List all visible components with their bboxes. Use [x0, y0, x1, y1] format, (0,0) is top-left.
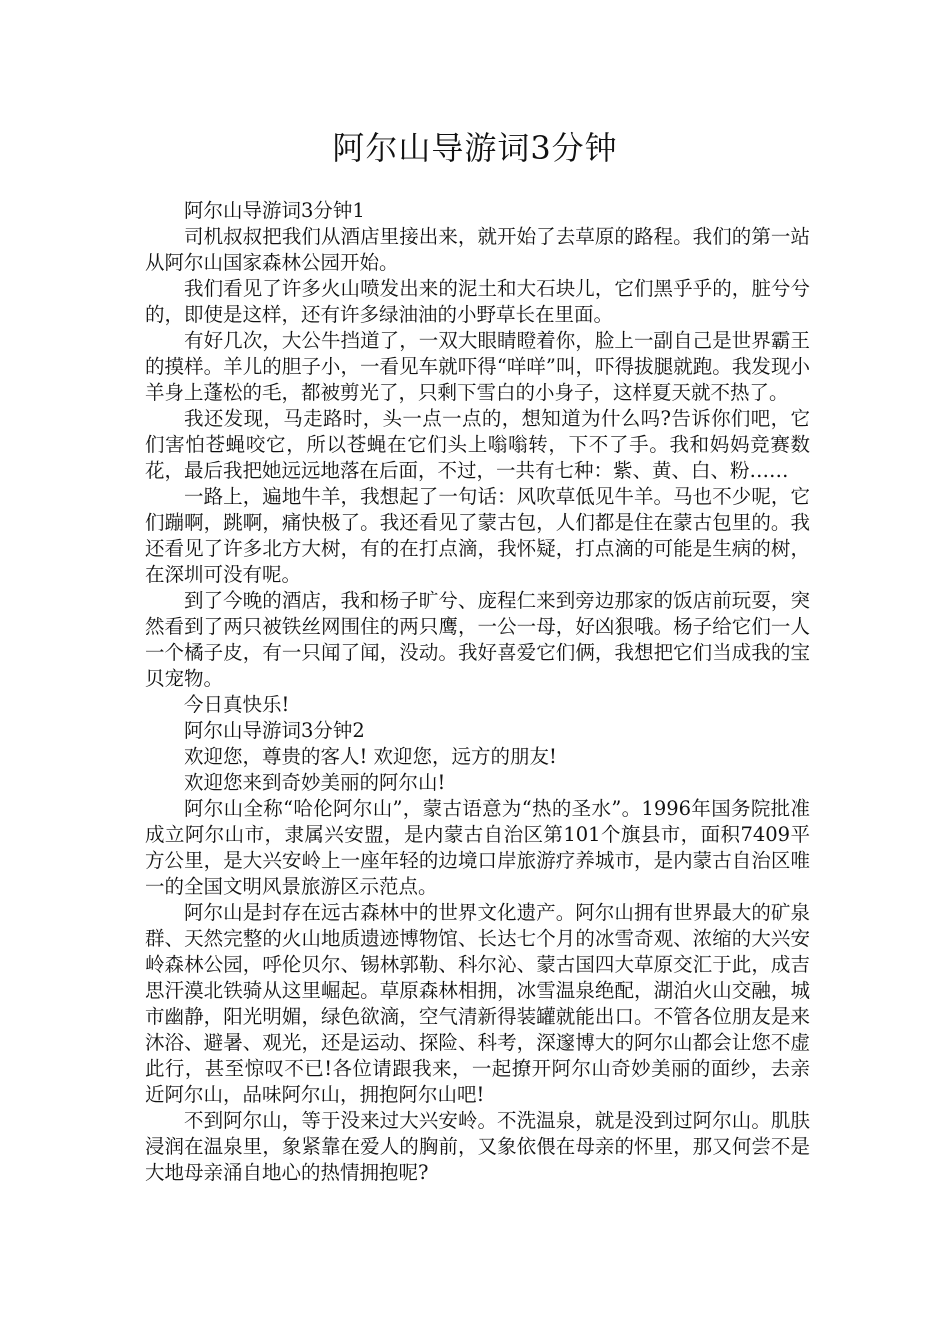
- document-title: 阿尔山导游词3分钟: [332, 129, 618, 167]
- paragraph: 到了今晚的酒店，我和杨子旷兮、庞程仁来到旁边那家的饭店前玩耍，突然看到了两只被铁丝网围住的两只鹰，一公一母，好凶狠哦。杨子给它们一人一个橘子皮，有一只闻了闻，没动。我好喜爱它们俩，我想把它们当成我的宝贝宠物。: [145, 589, 810, 690]
- paragraph: 有好几次，大公牛挡道了，一双大眼睛瞪着你，脸上一副自己是世界霸王的摸样。羊儿的胆子小，一看见车就吓得“咩咩”叫，吓得拔腿就跑。我发现小羊身上蓬松的毛，都被剪光了，只剩下雪白的小身子，这样夏天就不热了。: [145, 329, 810, 404]
- paragraph: 欢迎您来到奇妙美丽的阿尔山!: [184, 771, 446, 794]
- paragraph: 一路上，遍地牛羊，我想起了一句话：风吹草低见牛羊。马也不少呢，它们蹦啊，跳啊，痛快极了。我还看见了蒙古包，人们都是住在蒙古包里的。我还看见了许多北方大树，有的在打点滴，我怀疑，打点滴的可能是生病的树，在深圳可没有呢。: [145, 485, 810, 586]
- paragraph: 阿尔山全称“哈伦阿尔山”，蒙古语意为“热的圣水”。1996年国务院批准成立阿尔山市，隶属兴安盟，是内蒙古自治区第101个旗县市，面积7409平方公里，是大兴安岭上一座年轻的边境口岸旅游疗养城市，是内蒙古自治区唯一的全国文明风景旅游区示范点。: [145, 797, 810, 898]
- paragraph: 我还发现，马走路时，头一点一点的，想知道为什么吗?告诉你们吧，它们害怕苍蝇咬它，所以苍蝇在它们头上嗡嗡转，下不了手。我和妈妈竞赛数花，最后我把她远远地落在后面，不过，一共有七种：紫、黄、白、粉……: [145, 407, 810, 482]
- paragraph: 阿尔山是封存在远古森林中的世界文化遗产。阿尔山拥有世界最大的矿泉群、天然完整的火山地质遗迹博物馆、长达七个月的冰雪奇观、浓缩的大兴安岭森林公园，呼伦贝尔、锡林郭勒、科尔沁、蒙古国四大草原交汇于此，成吉思汗漠北铁骑从这里崛起。草原森林相拥，冰雪温泉绝配，湖泊火山交融，城市幽静，阳光明媚，绿色欲滴，空气清新得装罐就能出口。不管各位朋友是来沐浴、避暑、观光，还是运动、探险、科考，深邃博大的阿尔山都会让您不虚此行，甚至惊叹不已!各位请跟我来，一起撩开阿尔山奇妙美丽的面纱，去亲近阿尔山，品味阿尔山，拥抱阿尔山吧!: [145, 901, 810, 1106]
- paragraph: 司机叔叔把我们从酒店里接出来，就开始了去草原的路程。我们的第一站从阿尔山国家森林公园开始。: [145, 225, 810, 274]
- document-body: [145, 198, 810, 1186]
- paragraph: 今日真快乐!: [184, 693, 290, 716]
- paragraph: 欢迎您，尊贵的客人! 欢迎您，远方的朋友!: [184, 745, 557, 768]
- paragraph-section-heading-1: 阿尔山导游词3分钟1: [184, 199, 365, 222]
- paragraph: 我们看见了许多火山喷发出来的泥土和大石块儿，它们黑乎乎的，脏兮兮的，即使是这样，还有许多绿油油的小野草长在里面。: [145, 277, 810, 326]
- paragraph-section-heading-2: 阿尔山导游词3分钟2: [184, 719, 365, 742]
- paragraph: 不到阿尔山，等于没来过大兴安岭。不洗温泉，就是没到过阿尔山。肌肤浸润在温泉里，象紧靠在爱人的胸前，又象依偎在母亲的怀里，那又何尝不是大地母亲涌自地心的热情拥抱呢?: [145, 1109, 810, 1184]
